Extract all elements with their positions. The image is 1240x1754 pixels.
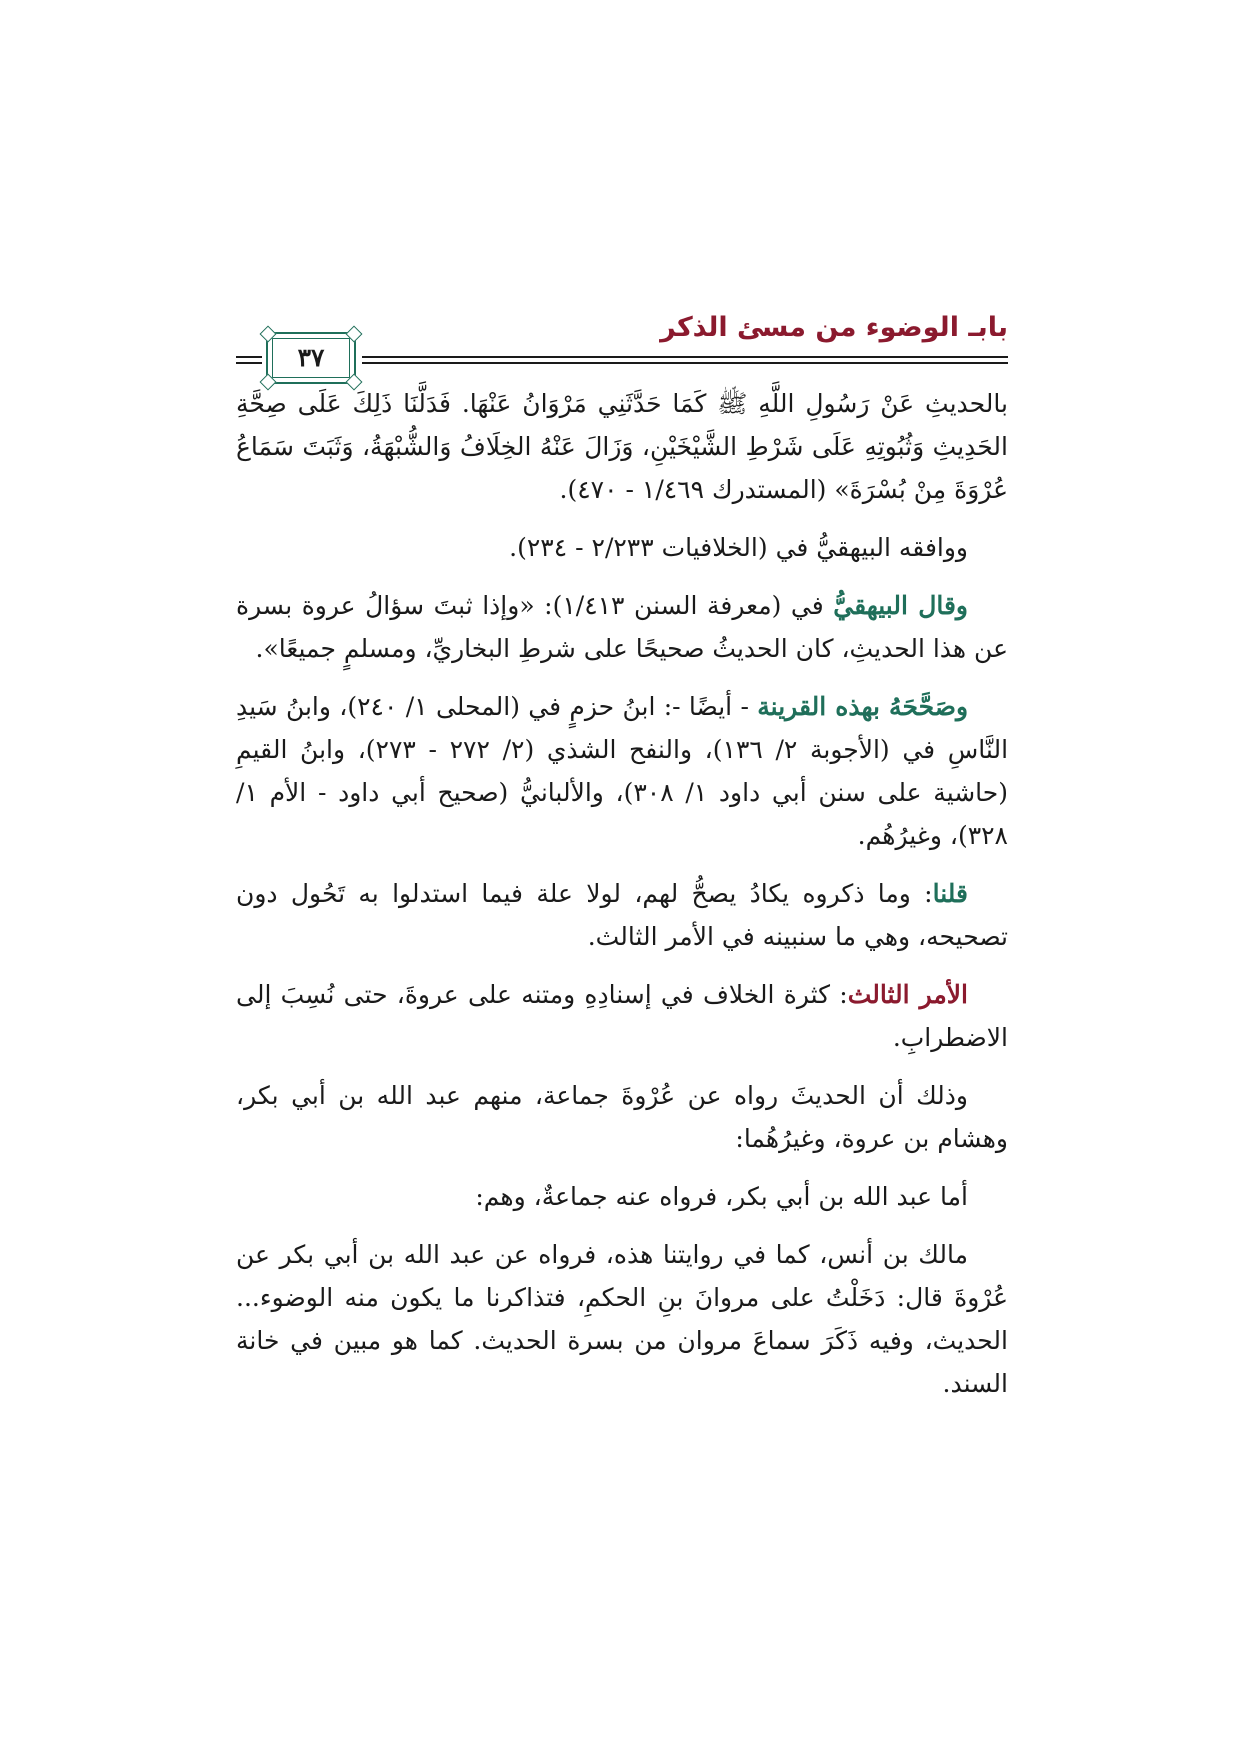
paragraph-lead: وصَحَّحَهُ بهذه القرينة <box>757 692 969 721</box>
paragraph <box>236 872 1008 958</box>
paragraph-text: : وما ذكروه يكادُ يصحُّ لهم، لولا علة فيما استدلوا به تَحُول دون تصحيحه، وهي ما سنبينه في الأمر الثالث. <box>236 879 1008 951</box>
paragraph-text: أما عبد الله بن أبي بكر، فرواه عنه جماعةٌ، وهم: <box>475 1182 968 1211</box>
paragraph-text: وذلك أن الحديثَ رواه عن عُرْوةَ جماعة، منهم عبد الله بن أبي بكر، وهشام بن عروة، وغيرُهُما: <box>236 1081 1008 1153</box>
header-rule-right <box>362 356 1008 358</box>
paragraph <box>236 1074 1008 1160</box>
paragraph <box>236 1233 1008 1405</box>
paragraph-text: : كثرة الخلاف في إسنادِهِ ومتنه على عروةَ، حتى نُسِبَ إلى الاضطرابِ. <box>236 980 1008 1052</box>
ornament-icon <box>346 326 363 343</box>
page-number-frame <box>266 332 356 384</box>
paragraph <box>236 1175 1008 1218</box>
paragraph-lead: وقال البيهقيُّ <box>833 591 968 620</box>
paragraph-text: في (معرفة السنن ١/٤١٣): «وإذا ثبتَ سؤالُ عروة بسرة عن هذا الحديثِ، كان الحديثُ صحيحًا على شرطِ البخاريِّ، ومسلمٍ جميعًا». <box>236 591 1008 663</box>
paragraph-text: بالحديثِ عَنْ رَسُولِ اللَّهِ ﷺ كَمَا حَدَّثَنِي مَرْوَانُ عَنْهَا. فَدَلَّنَا ذَلِكَ عَلَى صِحَّةِ الحَدِيثِ وَثُبُوتِهِ عَلَى شَرْطِ الشَّيْخَيْنِ، وَزَالَ عَنْهُ الخِلَافُ وَالشُّبْهَةُ، وَثَبَتَ سَمَاعُ عُرْوَةَ مِنْ بُسْرَةَ» (المستدرك ١/٤٦٩ - ٤٧٠). <box>236 389 1008 504</box>
page-header <box>236 312 1008 372</box>
paragraph <box>236 526 1008 569</box>
page-body <box>236 382 1008 1420</box>
paragraph <box>236 973 1008 1059</box>
ornament-icon <box>260 326 277 343</box>
paragraph-text: مالك بن أنس، كما في روايتنا هذه، فرواه عن عبد الله بن أبي بكر عن عُرْوةَ قال: دَخَلْتُ على مروانَ بنِ الحكمِ، فتذاكرنا ما يكون منه الوضوء... الحديث، وفيه ذَكَرَ سماعَ مروان من بسرة الحديث. كما هو مبين في خانة السند. <box>236 1240 1008 1398</box>
paragraph <box>236 584 1008 670</box>
chapter-title: بابـ الوضوء من مسئ الذكر <box>660 312 1008 343</box>
header-rule-left <box>236 362 262 364</box>
header-rule-left <box>236 356 262 358</box>
page-number: ٣٧ <box>297 343 325 372</box>
header-rule-right <box>362 362 1008 364</box>
paragraph <box>236 382 1008 511</box>
paragraph-lead: الأمر الثالث <box>847 980 968 1009</box>
paragraph <box>236 685 1008 857</box>
paragraph-text: ووافقه البيهقيُّ في (الخلافيات ٢/٢٣٣ - ٢٣٤). <box>509 533 968 562</box>
paragraph-text: - أيضًا -: ابنُ حزمٍ في (المحلى ١/ ٢٤٠)، وابنُ سَيدِ النَّاسِ في (الأجوبة ٢/ ١٣٦)، والنفح الشذي (٢/ ٢٧٢ - ٢٧٣)، وابنُ القيمِ (حاشية على سنن أبي داود ١/ ٣٠٨)، والألبانيُّ (صحيح أبي داود - الأم ١/ ٣٢٨)، وغيرُهُم. <box>236 692 1009 850</box>
paragraph-lead: قلنا <box>932 879 968 908</box>
